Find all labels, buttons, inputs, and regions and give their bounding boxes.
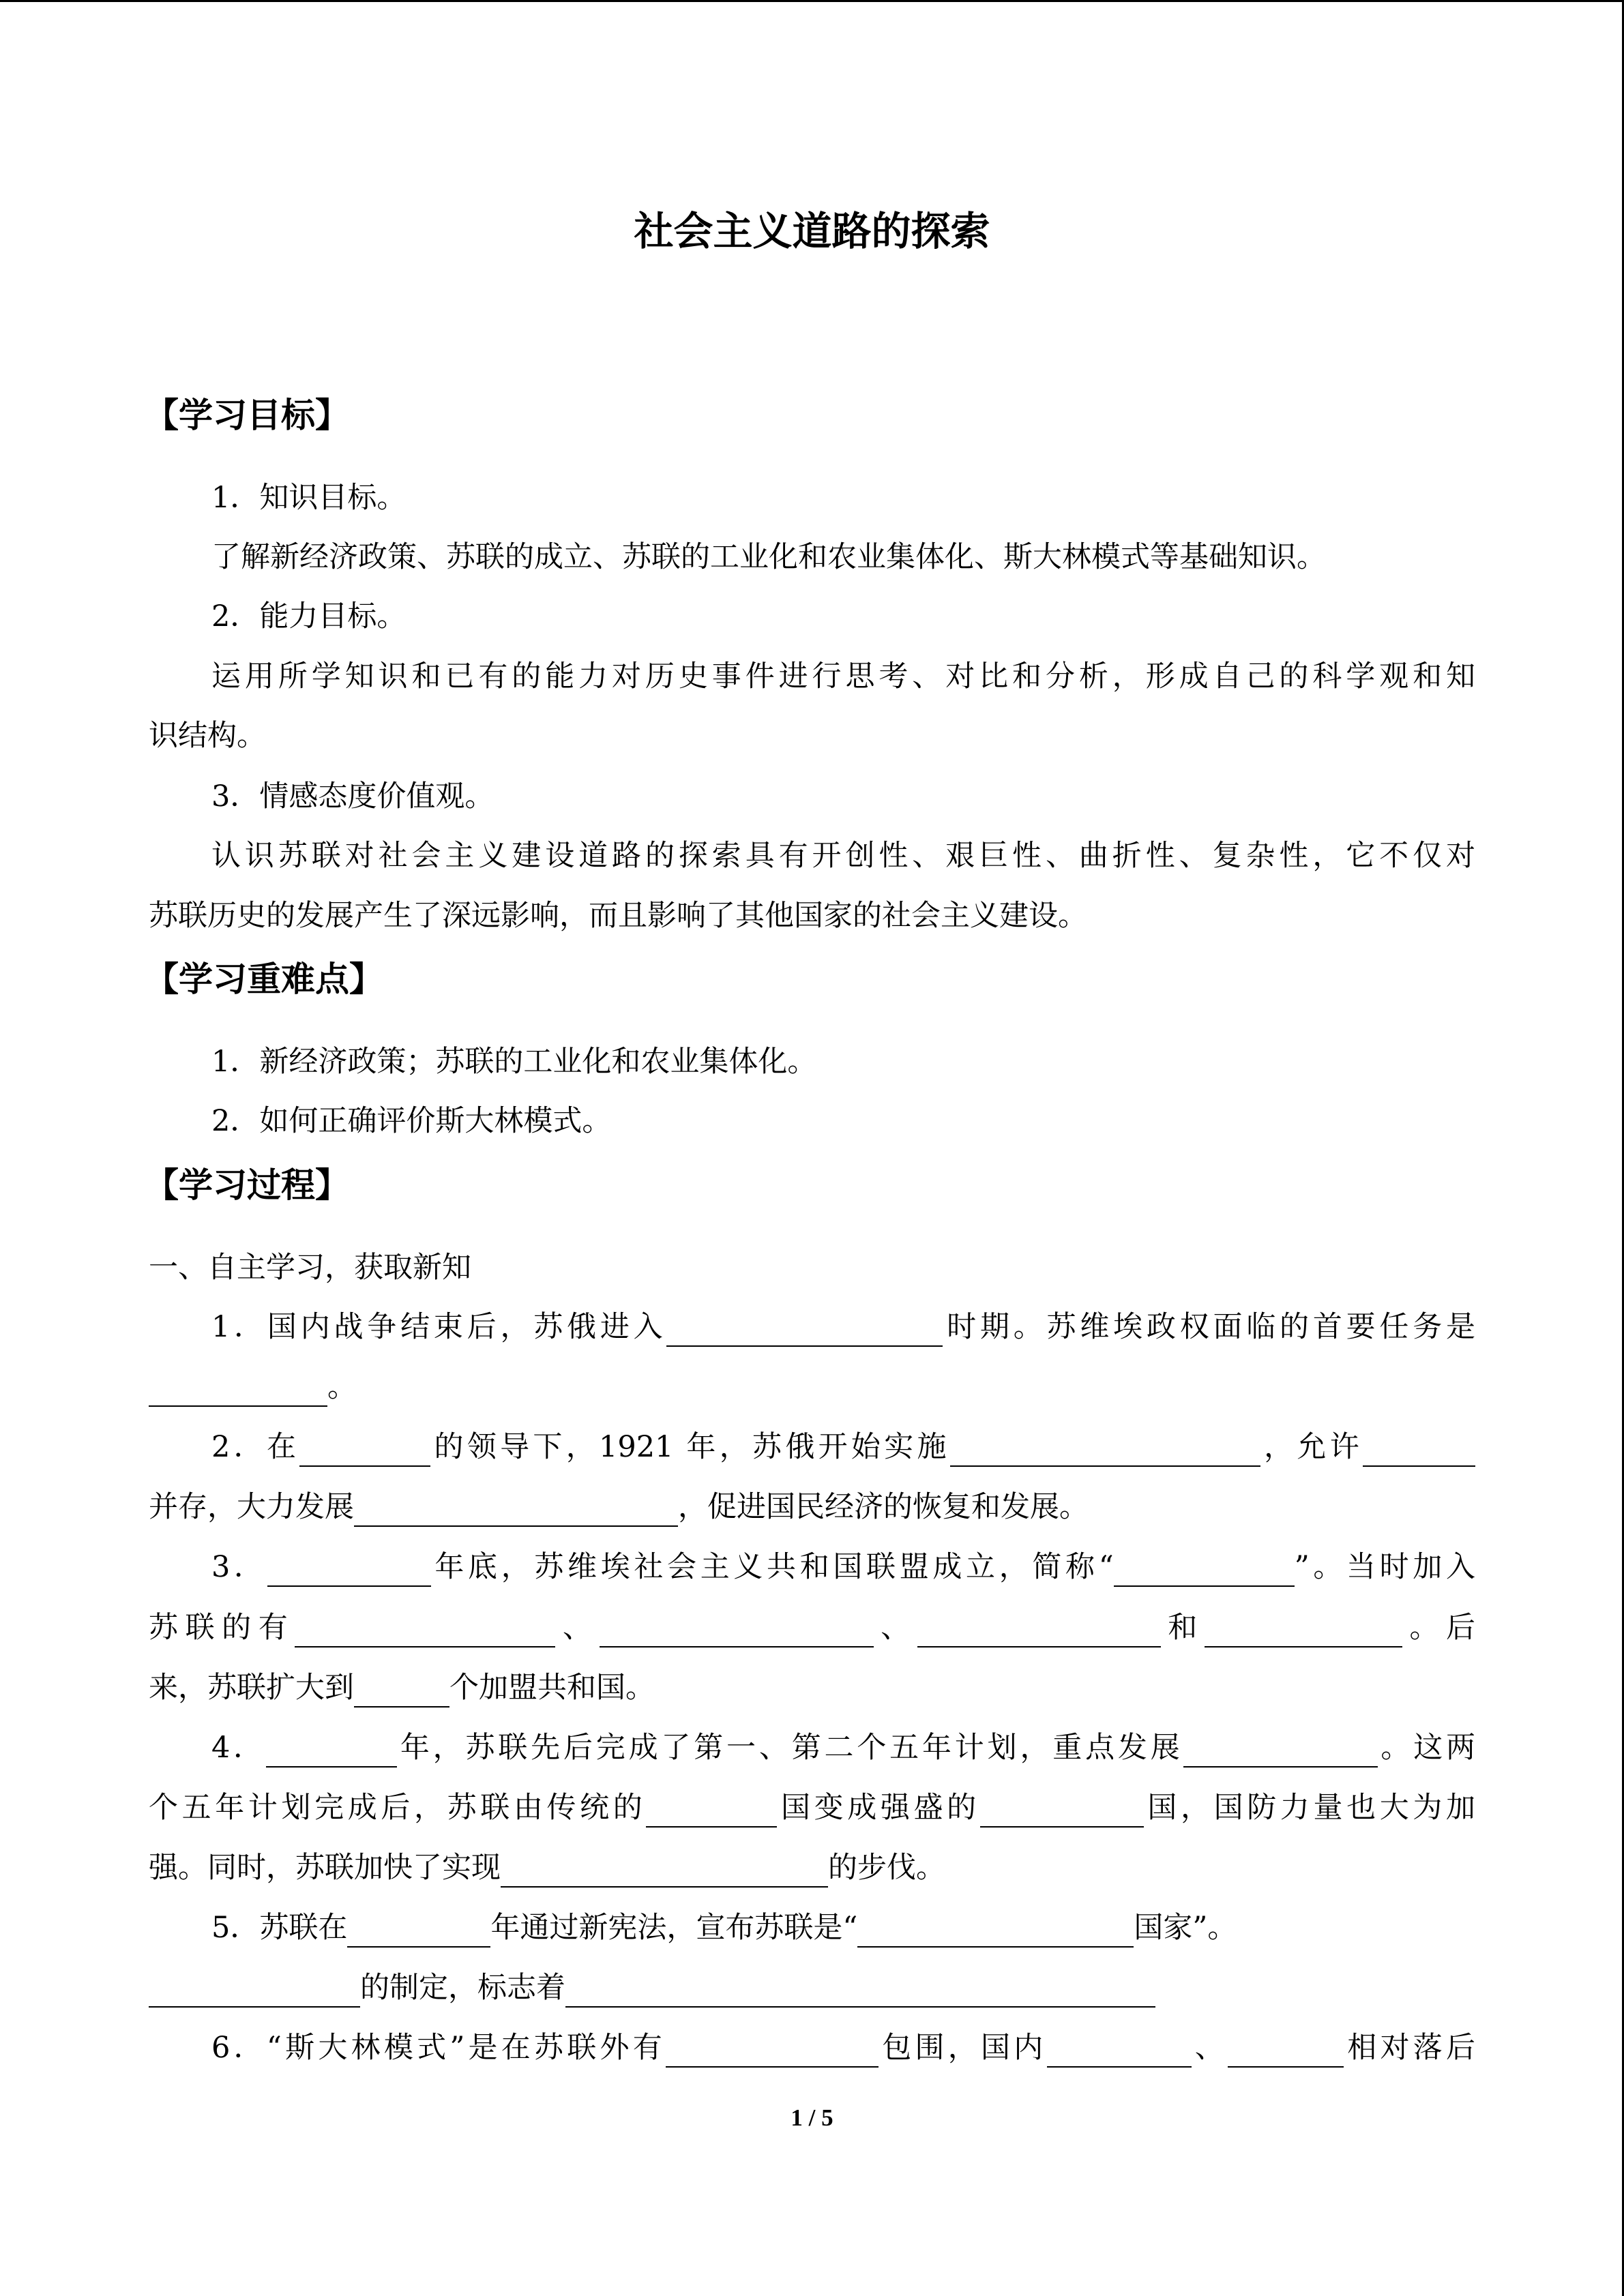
question-text: 来，苏联扩大到 [149,1671,354,1705]
answer-blank[interactable] [666,2034,879,2068]
question-text: 国变成强盛的 [777,1791,980,1825]
answer-blank[interactable] [295,1614,555,1648]
question-text: 3． [211,1550,267,1584]
answer-blank[interactable] [266,1734,397,1768]
keypoint-2: 2．如何正确评价斯大林模式。 [211,1104,612,1138]
answer-blank[interactable] [600,1614,874,1648]
question-text: 。 [327,1370,357,1404]
goal-1-label: 1．知识目标。 [211,481,407,515]
question-text: 、 [555,1611,600,1645]
answer-blank[interactable] [950,1433,1260,1467]
goal-2-text-line1: 运用所学知识和已有的能力对历史事件进行思考、对比和分析，形成自己的科学观和知 [211,659,1475,694]
goal-2-label: 2．能力目标。 [211,599,407,633]
question-text: 包围，国内 [879,2031,1047,2065]
question-text: 强。同时，苏联加快了实现 [149,1851,501,1885]
question-text: 4． [211,1731,267,1765]
question-3-line1 [211,1549,1475,1587]
answer-blank[interactable] [354,1493,678,1527]
question-text: 年通过新宪法，宣布苏联是“ [490,1911,858,1945]
goal-3-label: 3．情感态度价值观。 [211,779,494,814]
question-3-line2 [149,1609,1475,1648]
question-text: 国，国防力量也大为加 [1143,1791,1475,1825]
answer-blank[interactable] [1228,2034,1344,2068]
answer-blank[interactable] [646,1794,777,1828]
page-title: 社会主义道路的探索 [634,208,990,254]
question-4-line1 [211,1729,1475,1768]
answer-blank[interactable] [354,1674,449,1708]
process-part1-title: 一、自主学习，获取新知 [149,1251,471,1285]
question-text: 和 [1160,1611,1205,1645]
answer-blank[interactable] [149,1373,327,1407]
question-text: 、 [1191,2031,1228,2065]
question-text: 年底，苏维埃社会主义共和国联盟成立，简称“ [430,1550,1114,1584]
question-4-line3 [149,1849,1475,1888]
answer-blank[interactable] [299,1433,430,1467]
answer-blank[interactable] [857,1914,1134,1948]
answer-blank[interactable] [666,1313,943,1347]
section-heading-process: 【学习过程】 [145,1165,349,1205]
question-3-line3 [149,1669,1475,1708]
goal-2-text-line2: 识结构。 [149,719,266,753]
question-text: ，促进国民经济的恢复和发展。 [678,1490,1089,1524]
question-text: 5．苏联在 [211,1911,348,1945]
answer-blank[interactable] [1047,2034,1192,2068]
answer-blank[interactable] [1183,1734,1378,1768]
question-text: 。这两 [1377,1731,1475,1765]
answer-blank[interactable] [1114,1553,1295,1587]
question-text: 2．在 [211,1430,300,1464]
question-text: 年，苏联先后完成了第一、第二个五年计划，重点发展 [397,1731,1183,1765]
goal-3-text-line1: 认识苏联对社会主义建设道路的探索具有开创性、艰巨性、曲折性、复杂性，它不仅对 [211,839,1475,873]
question-text: 1．国内战争结束后，苏俄进入 [211,1310,667,1344]
goal-1-text: 了解新经济政策、苏联的成立、苏联的工业化和农业集体化、斯大林模式等基础知识。 [211,540,1326,574]
question-text: ”。当时加入 [1294,1550,1475,1584]
question-text: 6．“斯大林模式”是在苏联外有 [211,2031,666,2065]
question-5-line1 [211,1909,1475,1948]
answer-blank[interactable] [565,1974,1155,2008]
goal-3-text-line2: 苏联历史的发展产生了深远影响，而且影响了其他国家的社会主义建设。 [149,899,1087,933]
page-number: 1 / 5 [791,2104,833,2131]
answer-blank[interactable] [980,1794,1144,1828]
answer-blank[interactable] [1205,1614,1402,1648]
question-text: 个加盟共和国。 [449,1671,655,1705]
question-1-line2 [149,1369,1475,1407]
question-text: 。后 [1402,1611,1475,1645]
question-text: ，允许 [1260,1430,1363,1464]
section-heading-keypoints: 【学习重难点】 [145,959,383,999]
question-text: 国家”。 [1134,1911,1237,1945]
answer-blank[interactable] [267,1553,431,1587]
question-text: 个五年计划完成后，苏联由传统的 [149,1791,647,1825]
question-6-line1 [211,2029,1475,2068]
question-text: 、 [873,1611,917,1645]
keypoint-1: 1．新经济政策；苏联的工业化和农业集体化。 [211,1045,817,1079]
question-1-line1 [211,1309,1475,1347]
question-text: 时期。苏维埃政权面临的首要任务是 [943,1310,1475,1344]
question-text: 的制定，标志着 [360,1971,565,2005]
question-text: 的领导下，1921 年，苏俄开始实施 [430,1430,950,1464]
answer-blank[interactable] [149,1974,360,2008]
question-text: 的步伐。 [828,1851,945,1885]
question-4-line2 [149,1789,1475,1828]
answer-blank[interactable] [917,1614,1161,1648]
answer-blank[interactable] [347,1914,490,1948]
answer-blank[interactable] [501,1854,828,1888]
answer-blank[interactable] [1363,1433,1475,1467]
section-heading-goals: 【学习目标】 [145,396,349,435]
question-2-line1 [211,1429,1475,1467]
question-text: 相对落后 [1344,2031,1475,2065]
question-2-line2 [149,1489,1475,1527]
question-text: 并存，大力发展 [149,1490,354,1524]
question-5-line2 [149,1969,1475,2008]
question-text: 苏联的有 [149,1611,295,1645]
